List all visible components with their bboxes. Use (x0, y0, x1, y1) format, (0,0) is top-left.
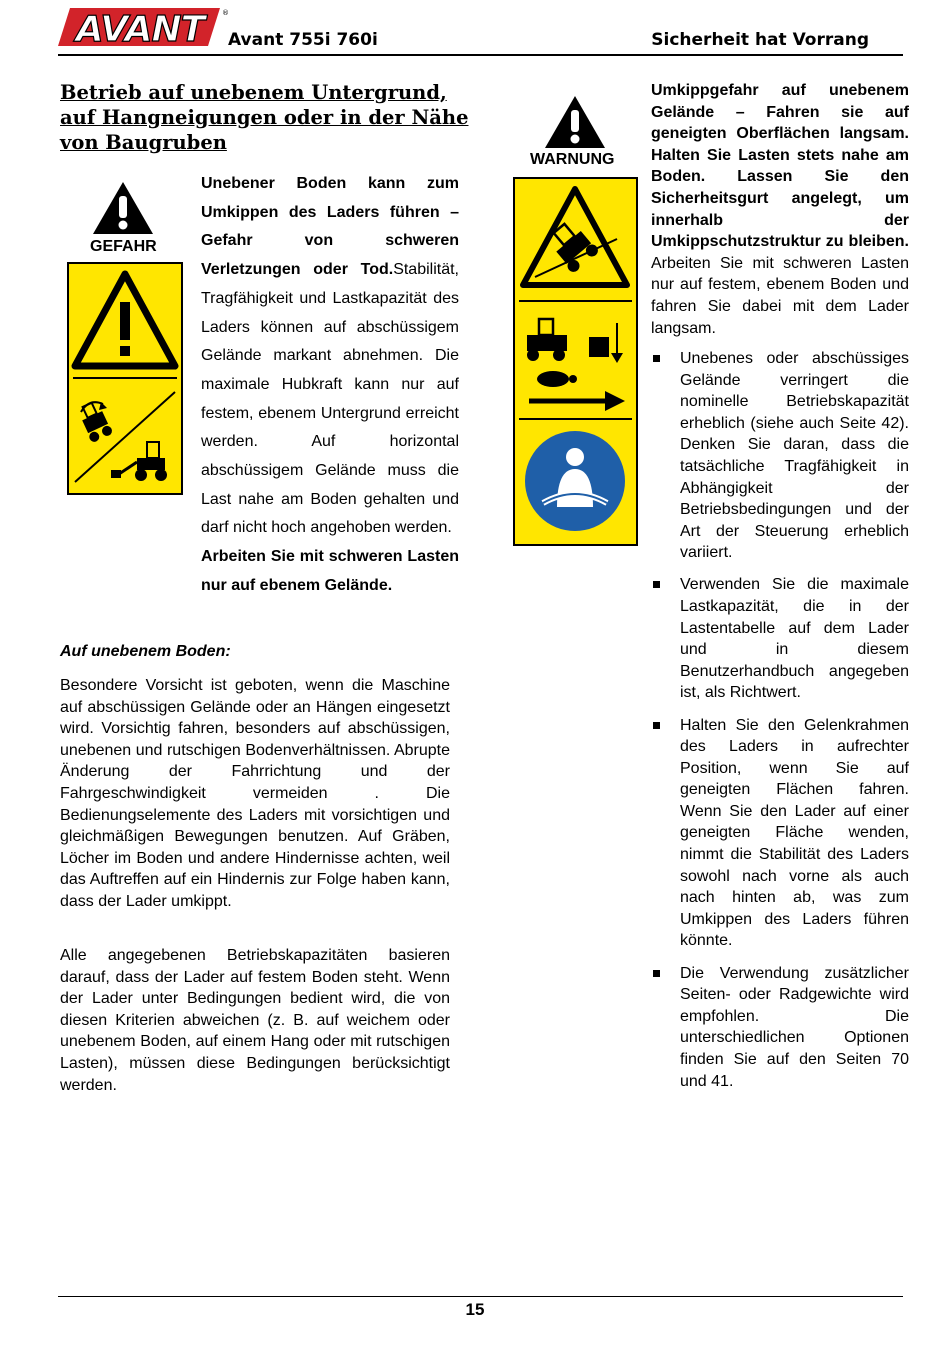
danger-bold-text: Unebener Boden kann zum Umkippen des Laders führen – Gefahr von schweren Verletzungen oder Tod. (201, 175, 459, 279)
right-intro-normal: Arbeiten Sie mit schweren Lasten nur auf festem, ebenem Boden und fahren Sie dabei mit dem Lader langsam. (651, 254, 909, 337)
title-line-2: auf Hangneigungen oder in der Nähe (60, 106, 469, 129)
model-name: Avant 755i 760i (228, 30, 378, 50)
svg-text:®: ® (222, 9, 229, 17)
danger-label: GEFAHR (90, 238, 157, 255)
list-item (651, 963, 909, 1093)
bullet-list (651, 348, 909, 1103)
danger-final-bold: Arbeiten Sie mit schweren Lasten nur auf ebenem Gelände. (201, 548, 459, 594)
avant-logo (58, 6, 229, 50)
title-line-3: von Baugruben (60, 131, 227, 154)
list-item-text: Halten Sie den Gelenkrahmen des Laders in aufrechter Position, wenn Sie auf geneigten Flächen fahren. Wenn Sie den Lader auf einer geneigten Fläche wenden, nimmt die Stabilität des Laders sowohl nach vorne als auch nach hinten ab, was zum Umkippen des Laders führen könnte. (680, 716, 909, 950)
bullet-square-icon (653, 722, 660, 729)
warning-safety-sign (513, 177, 638, 546)
footer-divider (58, 1296, 903, 1297)
bullet-square-icon (653, 355, 660, 362)
warning-triangle-icon (543, 94, 607, 150)
bullet-square-icon (653, 970, 660, 977)
danger-safety-sign (67, 262, 183, 495)
page-title (60, 80, 469, 155)
page-header (58, 6, 903, 56)
section-title: Sicherheit hat Vorrang (651, 30, 869, 50)
danger-text (201, 170, 459, 601)
list-item-text: Verwenden Sie die maximale Lastkapazität, die in der Lastentabelle auf dem Lader und in diesem Benutzerhandbuch angegeben ist, als Richtwert. (680, 576, 909, 702)
svg-text:AVANT: AVANT (75, 9, 205, 50)
left-paragraph-2: Alle angegebenen Betriebskapazitäten basieren darauf, dass der Lader auf festem Boden steht. Wenn der Lader unter Bedingungen bedient wird, die von diesen Kriterien abweichen (z. B. auf weichem oder unebenem Boden, auf einem Hang oder mit rutschigen Lasten), müssen diese Bedingungen berücksichtigt werden. (60, 947, 450, 1094)
list-item (651, 348, 909, 564)
list-item (651, 715, 909, 953)
title-line-1: Betrieb auf unebenem Untergrund, (60, 81, 447, 104)
right-intro-bold: Umkippgefahr auf unebenem Gelände – Fahren sie auf geneigten Oberflächen langsam. Halten Sie Lasten stets nahe am Boden. Lassen Sie den Sicherheitsgurt angelegt, um innerhalb der Umkippschutzstruktur zu bleiben. (651, 82, 909, 251)
subheading: Auf unebenem Boden: (60, 643, 231, 660)
seatbelt-icon (525, 431, 625, 531)
page-number: 15 (465, 1300, 485, 1319)
danger-triangle-icon (91, 180, 155, 236)
bullet-square-icon (653, 581, 660, 588)
right-intro (651, 80, 909, 339)
list-item (651, 574, 909, 704)
left-paragraph-1: Besondere Vorsicht ist geboten, wenn die Maschine auf abschüssigen Gelände oder an Hängen eingesetzt wird. Vorsichtig fahren, besonders auf abschüssigen, unebenen und rutschigen Bodenverhältnissen. Abrupte Änderung der Fahrrichtung und der Fahrgeschwindigkeit vermeiden . Die Bedienungselemente des Laders mit vorsichtigen und gleichmäßigen Bewegungen benutzen. Auf Gräben, Löcher im Boden und andere Hindernisse achten, weil das Auftreffen auf ein Hindernis zur Folge haben kann, dass der Lader umkippt. (60, 677, 450, 910)
warning-label: WARNUNG (530, 151, 615, 168)
list-item-text: Die Verwendung zusätzlicher Seiten- oder Radgewichte wird empfohlen. Die unterschiedlichen Optionen finden Sie auf den Seiten 70 und 41. (680, 964, 909, 1090)
list-item-text: Unebenes oder abschüssiges Gelände verringert die nominelle Betriebskapazität erheblich (siehe auch Seite 42). Denken Sie daran, dass die tatsächliche Tragfähigkeit in Abhängigkeit der Betriebsbedingungen und der Art der Steuerung erheblich variiert. (680, 350, 909, 562)
danger-normal-text: Stabilität, Tragfähigkeit und Lastkapazität des Laders können auf abschüssigem Gelände markant abnehmen. Die maximale Hubkraft kann nur auf festem, ebenem Untergrund erreicht werden. Auf horizontal abschüssigem Gelände muss die Last nahe am Boden gehalten und darf nicht hoch angehoben werden. (201, 261, 459, 537)
